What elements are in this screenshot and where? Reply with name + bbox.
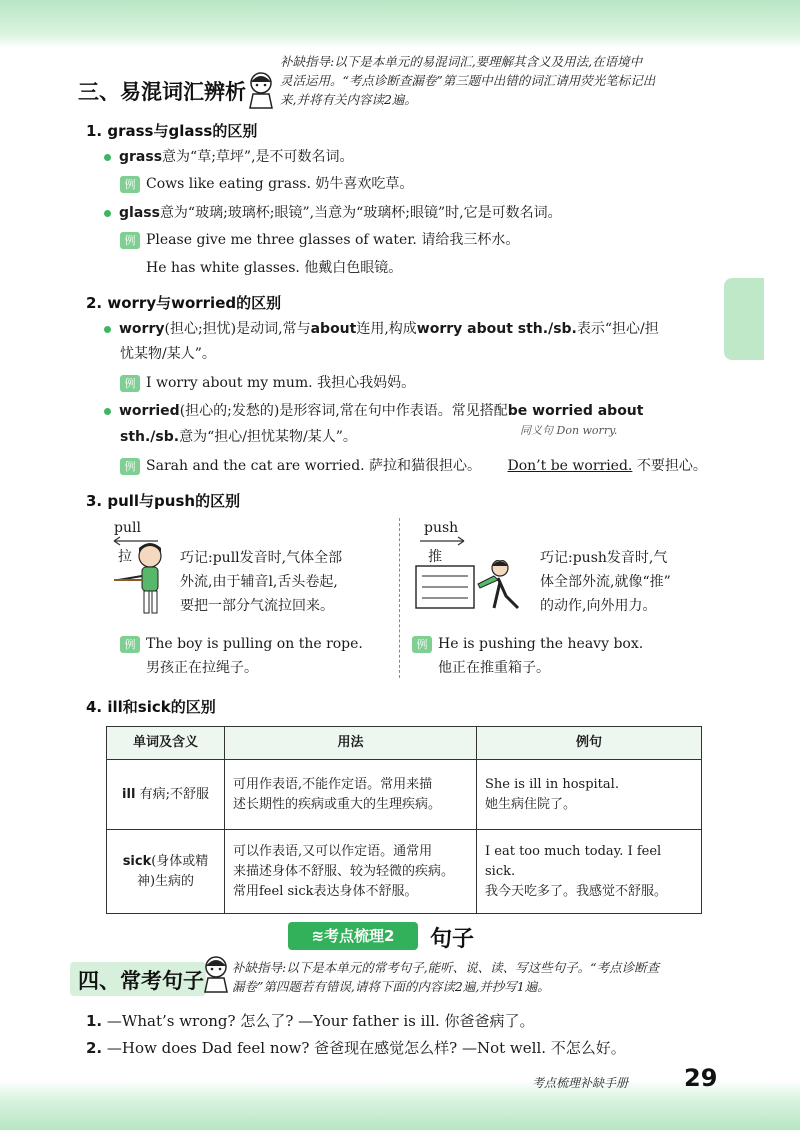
bottom-decor-band [0,1080,800,1130]
sick-meaning: 神)生病的 [136,873,195,889]
cartoon-girl-icon [202,954,230,994]
word-worry: worry [119,321,165,337]
table-cell [477,760,702,830]
bullet-dot-icon [104,154,111,161]
example-line: 她生病住院了。 [485,796,577,812]
worry-text-b: 连用,构成 [356,321,417,337]
section4-tip-line: 补缺指导:以下是本单元的常考句子,能听、说、读、写这些句子。“考点诊断查 [232,960,660,975]
sick-meaning: (身体或精 [151,853,209,869]
usage-line: 可以作表语,又可以作定语。通常用 [233,843,433,859]
table-row [107,760,702,830]
cartoon-girl-icon [246,70,276,110]
item2-example-1 [120,372,415,394]
bullet-dot-icon [104,326,111,333]
table-cell [225,760,477,830]
table-header: 例句 [477,727,702,760]
example-badge-icon: 例 [412,636,432,653]
word-glass: glass [119,205,160,221]
section4-tip-line: 漏卷”第四题若有错误,请将下面的内容读2遍,并抄写1遍。 [232,979,550,994]
column-divider [399,518,400,678]
table-cell [225,830,477,914]
boy-pushing-box-icon [414,560,524,612]
usage-line: 述长期性的疾病或重大的生理疾病。 [233,796,442,812]
example-badge-icon: 例 [120,232,140,249]
push-tip-line: 体全部外流,就像“推” [540,574,671,590]
pull-cn-label: 拉 [118,549,132,565]
worry-text-c: 表示“担心/担 [576,321,659,337]
table-cell [107,830,225,914]
item1-example-1 [120,173,413,195]
example-text: 不要担心。 [636,458,707,474]
word-grass: grass [119,149,163,165]
table-header-row [107,727,702,760]
sentence-2 [86,1037,626,1058]
word-sick: sick [122,853,152,869]
example-text: Cows like eating grass. 奶牛喜欢吃草。 [146,176,414,192]
table-header: 用法 [225,727,477,760]
sentence-text: —How does Dad feel now? 爸爸现在感觉怎么样? —Not well. 不怎么好。 [106,1039,626,1057]
example-badge-icon: 例 [120,458,140,475]
item2-worried-continued [120,426,357,448]
push-example-cn: 他正在推重箱子。 [438,660,550,676]
bullet-dot-icon [104,408,111,415]
item1-title: 1. grass与glass的区别 [86,122,258,140]
handwritten-note: 同义句 Don worry. [520,424,618,437]
worried-text-b: 意为“担心/担忧某物/某人”。 [179,429,357,445]
sentence-number: 2. [86,1039,103,1057]
section3-title: 三、易混词汇辨析 [78,80,246,104]
worry-text-a: (担心;担忧)是动词,常与 [164,321,311,337]
table-cell [477,830,702,914]
table-row [107,830,702,914]
pull-tip-line: 巧记:pull发音时,气体全部 [180,550,343,566]
pull-example-cn: 男孩正在拉绳子。 [146,660,258,676]
push-example [412,633,643,655]
item3-title: 3. pull与push的区别 [86,492,241,510]
sentence-1 [86,1010,535,1031]
pull-tip-line: 外流,由于辅音l,舌头卷起, [180,574,338,590]
example-badge-icon: 例 [120,375,140,392]
banner-heading: 句子 [430,927,475,952]
example-line: She is ill in hospital. [485,776,619,792]
top-decor-band [0,0,800,48]
word-worried: worried [119,403,180,419]
example-text: I worry about my mum. 我担心我妈妈。 [146,375,416,391]
ill-meaning: 有病;不舒服 [139,786,209,802]
footer-label: 考点梳理补缺手册 [532,1076,629,1090]
sentence-number: 1. [86,1012,103,1030]
section3-tip-line: 灵活运用。“考点诊断查漏卷”第三题中出错的词汇请用荧光笔标记出 [280,73,656,88]
glass-meaning: 意为“玻璃;玻璃杯;眼镜”,当意为“玻璃杯;眼镜”时,它是可数名词。 [159,205,562,221]
item2-title: 2. worry与worried的区别 [86,294,282,312]
bullet-dot-icon [104,210,111,217]
example-line: 我今天吃多了。我感觉不舒服。 [485,883,668,899]
item2-bullet-worry [104,318,714,340]
handwritten-underline: Don’t be worried. [507,458,633,474]
push-cn-label: 推 [428,549,442,565]
section3-tip-line: 补缺指导:以下是本单元的易混词汇,要理解其含义及用法,在语境中 [280,54,643,69]
usage-line: 来描述身体不舒服、较为轻微的疾病。 [233,863,455,879]
page-number: 29 [684,1064,718,1092]
section3-tip [280,52,720,109]
word-ill: ill [122,786,136,802]
grass-meaning: 意为“草;草坪”,是不可数名词。 [162,149,354,165]
example-text: The boy is pulling on the rope. [146,636,363,652]
push-tip-line: 巧记:push发音时,气 [540,550,668,566]
item1-example-2 [120,229,519,251]
right-arrow-icon [418,536,468,546]
table-header: 单词及含义 [107,727,225,760]
sentence-text: —What’s wrong? 怎么了? —Your father is ill. 你爸爸病了。 [106,1012,535,1030]
item1-bullet-glass [104,202,562,224]
phrase-be-worried-about: be worried about [507,403,644,419]
word-about: about [310,321,357,337]
side-tab [724,278,764,360]
push-word-label: push [424,520,459,536]
example-text: He is pushing the heavy box. [438,636,644,652]
example-text: Please give me three glasses of water. 请给我三杯水。 [146,232,520,248]
item2-bullet-worried [104,400,714,422]
example-badge-icon: 例 [120,176,140,193]
section4-title: 四、常考句子 [78,969,204,993]
usage-line: 可用作表语,不能作定语。常用来描 [233,776,433,792]
ill-sick-table [106,726,702,914]
section3-tip-line: 来,并将有关内容读2遍。 [280,92,417,107]
pull-example [120,633,363,655]
item2-example-2 [120,455,720,477]
phrase-sth-sb: sth./sb. [120,429,180,445]
usage-line: 常用feel sick表达身体不舒服。 [233,883,418,899]
section-banner: ≋考点梳理2 [288,922,418,950]
example-line: I eat too much today. I feel sick. [485,843,662,879]
boy-pulling-icon [112,540,174,620]
item4-title: 4. ill和sick的区别 [86,698,216,716]
pull-tip [180,546,342,618]
pull-tip-line: 要把一部分气流拉回来。 [180,598,334,614]
item1-bullet-grass [104,146,354,168]
table-cell [107,760,225,830]
item2-worry-continued: 忧某物/某人”。 [120,346,216,362]
push-tip [540,546,671,618]
pull-word-label: pull [114,520,141,536]
example-text: Sarah and the cat are worried. 萨拉和猫很担心。 [146,458,482,474]
worried-text-a: (担心的;发愁的)是形容词,常在句中作表语。常见搭配 [179,403,508,419]
phrase-worry-about: worry about sth./sb. [416,321,577,337]
push-tip-line: 的动作,向外用力。 [540,598,657,614]
item1-example-3: He has white glasses. 他戴白色眼镜。 [146,260,403,276]
example-badge-icon: 例 [120,636,140,653]
section4-tip [232,958,732,996]
